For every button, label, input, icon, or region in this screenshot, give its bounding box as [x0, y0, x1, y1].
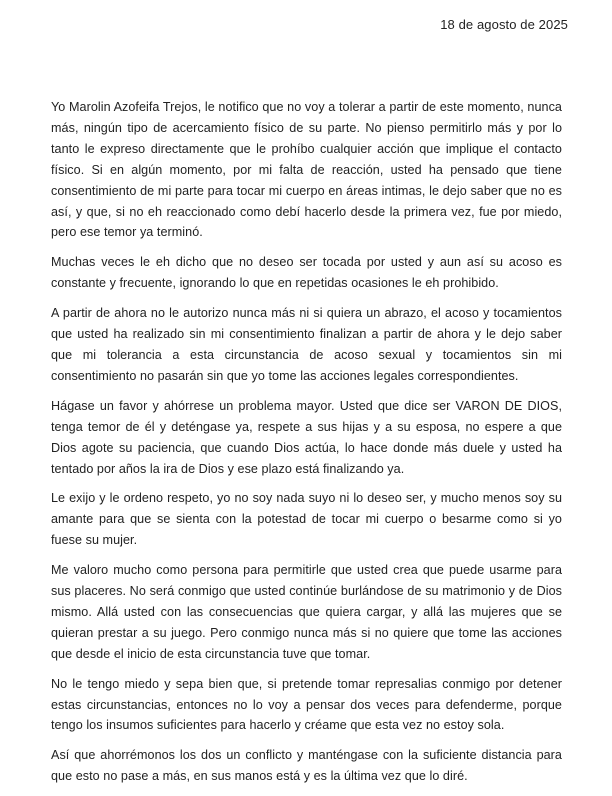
document-date: 18 de agosto de 2025: [440, 17, 568, 32]
paragraph-7: No le tengo miedo y sepa bien que, si pretende tomar represalias conmigo por detener estas circunstancias, entonces no lo voy a pensar dos veces para defenderme, porque tengo los insumos suficientes para hacerlo y créame que esta vez no estoy sola.: [51, 676, 562, 733]
paragraph-3: A partir de ahora no le autorizo nunca más ni si quiera un abrazo, el acoso y tocamientos que usted ha realizado sin mi consentimiento finalizan a partir de ahora y le dejo saber que mi tolerancia a esta circunstancia de acoso sexual y tocamientos sin mi consentimiento no pasarán sin que yo tome las acciones legales correspondientes.: [51, 306, 562, 383]
paragraph-2: Muchas veces le eh dicho que no deseo ser tocada por usted y aun así su acoso es constante y frecuente, ignorando lo que en repetidas ocasiones le eh prohibido.: [51, 255, 562, 291]
paragraph-5: Le exijo y le ordeno respeto, yo no soy nada suyo ni lo deseo ser, y mucho menos soy su amante para que se sienta con la potestad de tocar mi cuerpo o besarme como si yo fuese su mujer.: [51, 491, 562, 548]
paragraph-1: Yo Marolin Azofeifa Trejos, le notifico que no voy a tolerar a partir de este momento, nunca más, ningún tipo de acercamiento físico de su parte. No pienso permitirlo más y por lo tanto le expreso directamente que le prohíbo cualquier acción que implique el contacto físico. Si en algún momento, por mi falta de reacción, usted ha pensado que tiene consentimiento de mi parte para tocar mi cuerpo en áreas intimas, le dejo saber que no es así, y que, si no eh reaccionado como debí hacerlo desde la primera vez, fue por miedo, pero ese temor ya terminó.: [51, 100, 562, 240]
paragraph-6: Me valoro mucho como persona para permitirle que usted crea que puede usarme para sus placeres. No será conmigo que usted continúe burlándose de su matrimonio y de Dios mismo. Allá usted con las consecuencias que quiera cargar, y allá las mujeres que se quieran prestar a su juego. Pero conmigo nunca más si no quiere que tome las acciones que desde el inicio de esta circunstancia tuve que tomar.: [51, 563, 562, 661]
paragraph-4: Hágase un favor y ahórrese un problema mayor. Usted que dice ser VARON DE DIOS, tenga temor de él y deténgase ya, respete a sus hijas y a su esposa, no espere a que Dios agote su paciencia, que cuando Dios actúa, lo hace donde más duele y usted ha tentado por años la ira de Dios y ese plazo está finalizando ya.: [51, 398, 562, 476]
letter-body: [51, 97, 562, 796]
paragraph-8: Así que ahorrémonos los dos un conflicto y manténgase con la suficiente distancia para que esto no pase a más, en sus manos está y es la última vez que lo diré.: [51, 748, 562, 784]
